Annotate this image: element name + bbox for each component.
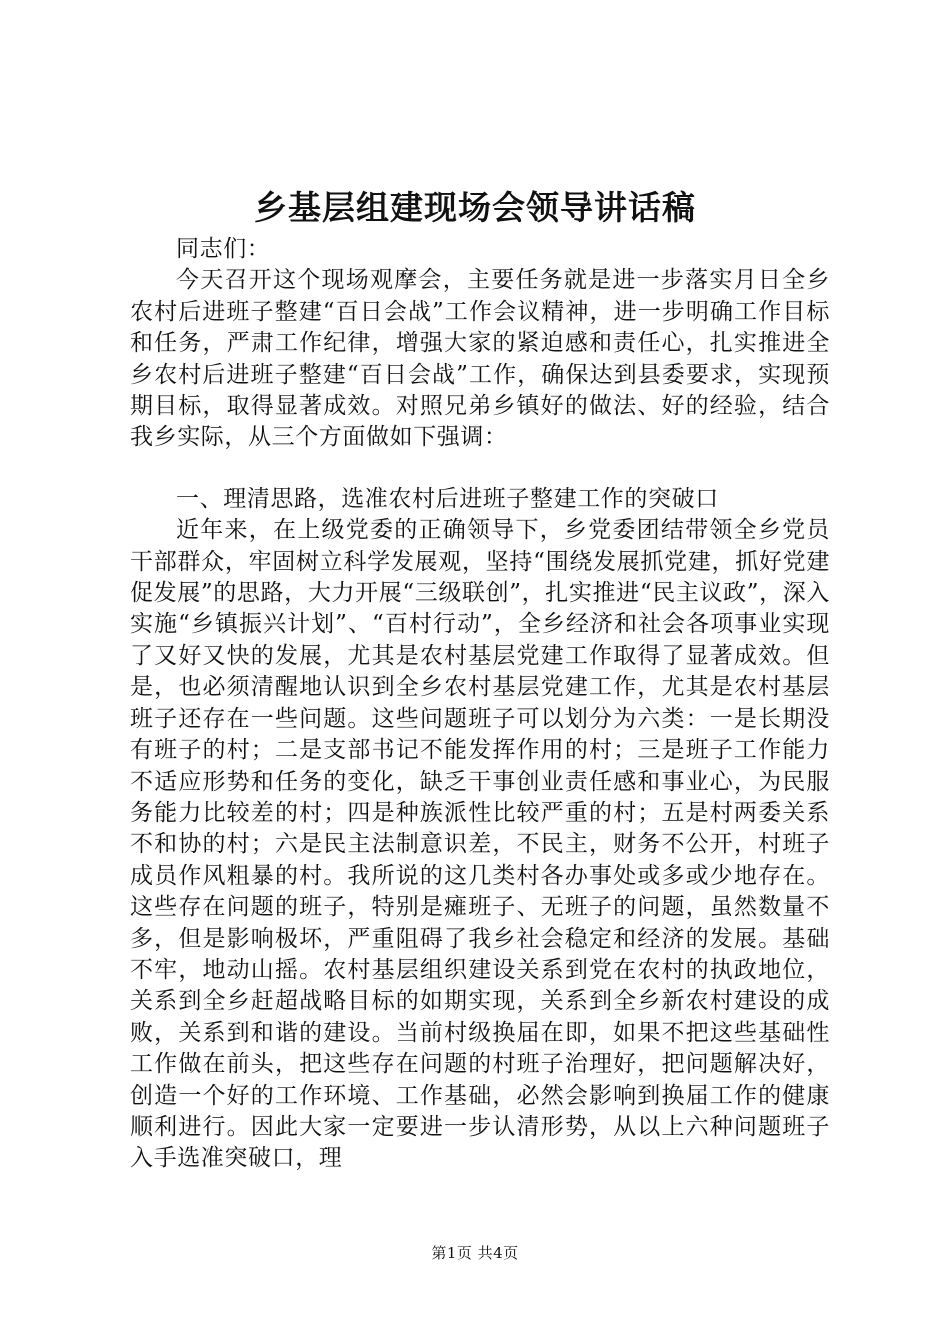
paragraph-section-one: 近年来，在上级党委的正确领导下，乡党委团结带领全乡党员干部群众，牢固树立科学发展观，坚持“围绕发展抓党建，抓好党建促发展”的思路，大力开展“三级联创”，扎实推进“民主议政”，深入实施“乡镇振兴计划”、“百村行动”，全乡经济和社会各项事业实现了又好又快的发展，尤其是农村基层党建工作取得了显著成效。但是，也必须清醒地认识到全乡农村基层党建工作，尤其是农村基层班子还存在一些问题。这些问题班子可以划分为六类：一是长期没有班子的村；二是支部书记不能发挥作用的村；三是班子工作能力不适应形势和任务的变化，缺乏干事创业责任感和事业心，为民服务能力比较差的村；四是种族派性比较严重的村；五是村两委关系不和协的村；六是民主法制意识差，不民主，财务不公开，村班子成员作风粗暴的村。我所说的这几类村各办事处或多或少地存在。这些存在问题的班子，特别是瘫班子、无班子的问题，虽然数量不多，但是影响极坏，严重阻碍了我乡社会稳定和经济的发展。基础不牢，地动山摇。农村基层组织建设关系到党在农村的执政地位，关系到全乡赶超战略目标的如期实现，关系到全乡新农村建设的成败，关系到和谐的建设。当前村级换届在即，如果不把这些基础性工作做在前头，把这些存在问题的村班子治理好，把问题解决好，创造一个好的工作环境、工作基础，必然会影响到换届工作的健康顺利进行。因此大家一定要进一步认清形势，从以上六种问题班子入手选准突破口，理 — [130, 517, 830, 1172]
paragraph-intro: 今天召开这个现场观摩会，主要任务就是进一步落实月日全乡农村后进班子整建“百日会战”工作会议精神，进一步明确工作目标和任务，严肃工作纪律，增强大家的紧迫感和责任心，扎实推进全乡农村后进班子整建“百日会战”工作，确保达到县委要求，实现预期目标，取得显著成效。对照兄弟乡镇好的做法、好的经验，结合我乡实际，从三个方面做如下强调： — [130, 267, 830, 451]
section-heading: 一、理清思路，选准农村后进班子整建工作的突破口 — [176, 485, 719, 512]
document-body — [130, 234, 830, 1175]
document-title: 乡基层组建现场会领导讲话稿 — [254, 188, 696, 227]
paragraph-spacer — [130, 454, 830, 484]
page-number-footer: 第1页 共4页 — [431, 1244, 519, 1262]
salutation: 同志们： — [176, 236, 271, 262]
